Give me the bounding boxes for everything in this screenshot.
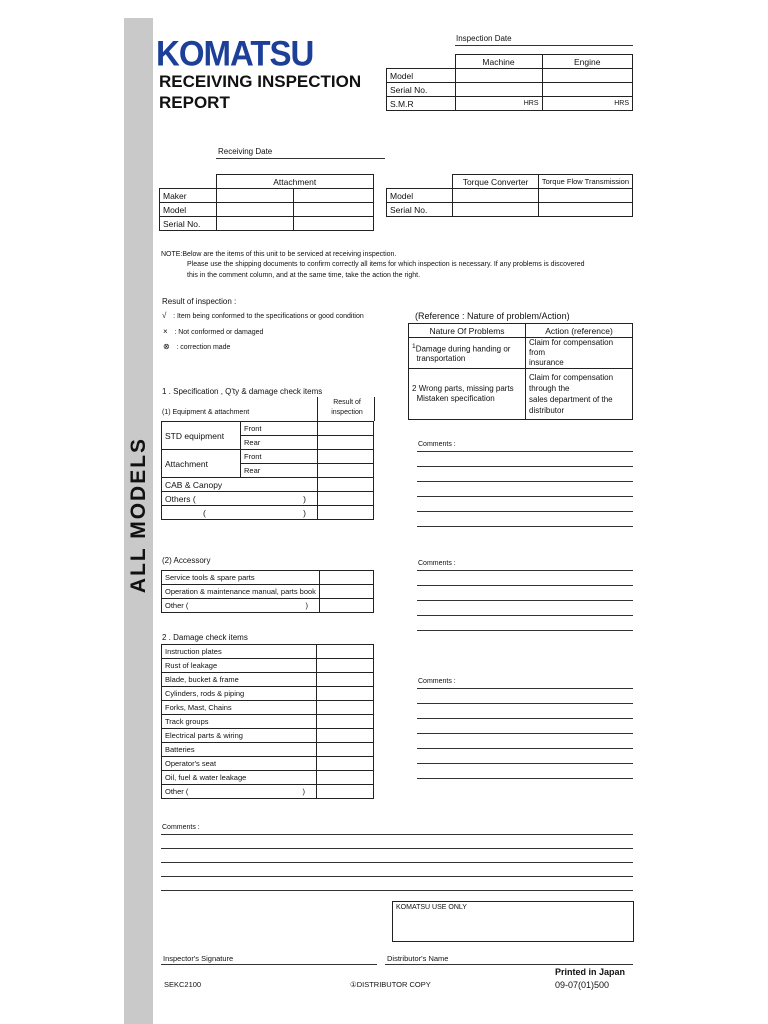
section1-title: 1 . Specification , Q'ty & damage check items [162,387,323,396]
comment-line[interactable] [417,451,633,452]
comment-line[interactable] [417,748,633,749]
tq-model-cell-2[interactable] [538,189,632,203]
comment-line[interactable] [161,890,633,891]
damage-table [161,644,374,799]
title-line-2: REPORT [159,93,230,112]
engine-hrs-cell[interactable]: HRS [542,97,633,111]
damage-result[interactable] [317,729,374,743]
machine-table [386,54,633,111]
damage-result[interactable] [317,701,374,715]
damage-item: Electrical parts & wiring [162,729,317,743]
comment-line[interactable] [417,733,633,734]
cross-icon: × [163,327,168,336]
std-front-result[interactable] [318,422,374,436]
comments-label-2: Comments : [418,560,456,567]
torque-converter-header: Torque Converter [453,175,539,189]
copy-label: ①DISTRIBUTOR COPY [350,980,431,989]
damage-result[interactable] [317,771,374,785]
torque-table [386,174,633,217]
receiving-date-line[interactable] [216,158,385,159]
comment-line[interactable] [417,496,633,497]
section2-title: (2) Accessory [162,556,211,565]
comment-line[interactable] [417,703,633,704]
comments-label-3: Comments : [418,678,456,685]
printed-in-japan: Printed in Japan [555,967,626,977]
form-code: SEKC2100 [164,980,202,989]
comment-line[interactable] [417,585,633,586]
std-rear-result[interactable] [318,436,374,450]
machine-serial-cell[interactable] [455,83,542,97]
damage-item: Oil, fuel & water leakage [162,771,317,785]
action-header: Action (reference) [526,324,633,338]
result-legend-3 [163,342,230,351]
att-front-label: Front [241,450,318,464]
equipment-table [161,421,374,520]
maker-row-label: Maker [160,189,217,203]
check-icon: √ [162,311,167,320]
comment-line[interactable] [161,848,633,849]
others-row-1: Others ( ) [162,492,318,506]
damage-result[interactable] [317,743,374,757]
tq-model-row-label: Model [387,189,453,203]
damage-item: Track groups [162,715,317,729]
others-2-result[interactable] [318,506,374,520]
machine-hrs-cell[interactable]: HRS [455,97,542,111]
smr-row-label: S.M.R [387,97,456,111]
komatsu-use-box[interactable] [392,901,634,942]
circle-cross-icon: ⊗ [163,342,170,351]
comment-line[interactable] [417,526,633,527]
comment-line[interactable] [417,763,633,764]
damage-result[interactable] [317,673,374,687]
ref-row-1-problem: $^1$Damage during handing or transportation [409,338,526,369]
ref-row-1-action: Claim for compensation from insurance [526,338,633,369]
komatsu-logo: KOMATSU [156,33,314,73]
side-label: ALL MODELS [127,436,150,594]
comment-line[interactable] [417,688,633,689]
damage-result[interactable] [317,715,374,729]
att-serial-cell-2[interactable] [293,217,374,231]
comment-line[interactable] [161,862,633,863]
attachment-label: Attachment [162,450,241,478]
result-legend-2 [163,327,263,336]
result-header: Result of inspection [331,399,363,416]
att-model-cell-1[interactable] [216,203,293,217]
comment-line[interactable] [417,466,633,467]
inspector-signature-line[interactable] [161,964,377,965]
tq-serial-cell-2[interactable] [538,203,632,217]
accessory-item: Service tools & spare parts [162,571,320,585]
comment-line[interactable] [417,630,633,631]
ref-row-2-problem: 2 Wrong parts, missing parts Mistaken specification [409,369,526,420]
att-rear-result[interactable] [318,464,374,478]
comment-line[interactable] [417,718,633,719]
damage-item: Other ( ) [162,785,317,799]
note-line-1: NOTE:Below are the items of this unit to be serviced at receiving inspection. [161,251,397,258]
comments-label-4: Comments : [162,824,200,831]
result-legend-3-text: : correction made [176,344,231,351]
komatsu-use-label: KOMATSU USE ONLY [396,904,467,911]
tq-serial-cell-1[interactable] [453,203,539,217]
damage-item: Forks, Mast, Chains [162,701,317,715]
cab-canopy-label: CAB & Canopy [162,478,318,492]
ref-row-2-action: Claim for compensation through the sales department of the distributor [526,369,633,420]
receiving-date-label: Receiving Date [218,147,273,156]
note-line-2: Please use the shipping documents to confirm correctly all items for which inspection is necessary. If any problems is discovered [187,261,585,268]
torque-flow-header: Torque Flow Transmission [538,175,632,189]
damage-item: Rust of leakage [162,659,317,673]
damage-item: Cylinders, rods & piping [162,687,317,701]
damage-result[interactable] [317,785,374,799]
serial-row-label: Serial No. [387,83,456,97]
att-rear-label: Rear [241,464,318,478]
result-legend-1 [162,311,364,320]
comment-line[interactable] [417,511,633,512]
inspector-signature-label: Inspector's Signature [163,954,234,963]
others-1-result[interactable] [318,492,374,506]
nature-header: Nature Of Problems [409,324,526,338]
note-line-3: this in the comment column, and at the same time, take the action the right. [187,272,421,279]
attachment-header: Attachment [216,175,374,189]
cab-result[interactable] [318,478,374,492]
att-model-row-label: Model [160,203,217,217]
att-model-cell-2[interactable] [293,203,374,217]
comments-label-1: Comments : [418,441,456,448]
result-legend-1-text: : Item being conformed to the specifications or good condition [173,313,364,320]
machine-model-cell[interactable] [455,69,542,83]
others-row-2: ( ) [162,506,318,520]
reference-table [408,323,633,420]
accessory-result[interactable] [319,599,373,613]
tq-model-cell-1[interactable] [453,189,539,203]
std-equipment-label: STD equipment [162,422,241,450]
comment-line[interactable] [417,778,633,779]
tq-serial-row-label: Serial No. [387,203,453,217]
att-serial-cell-1[interactable] [216,217,293,231]
section3-title: 2 . Damage check items [162,633,248,642]
reference-title: (Reference : Nature of problem/Action) [415,311,570,321]
distributor-name-label: Distributor's Name [387,954,449,963]
machine-col-header: Machine [455,55,542,69]
damage-item: Batteries [162,743,317,757]
comment-line[interactable] [417,481,633,482]
comment-line[interactable] [417,570,633,571]
att-serial-row-label: Serial No. [160,217,217,231]
std-front-label: Front [241,422,318,436]
inspection-date-line[interactable] [455,45,633,46]
comment-line[interactable] [417,600,633,601]
engine-serial-cell[interactable] [542,83,633,97]
engine-model-cell[interactable] [542,69,633,83]
damage-item: Instruction plates [162,645,317,659]
damage-result[interactable] [317,687,374,701]
comment-line[interactable] [161,876,633,877]
result-legend-2-text: : Not conformed or damaged [174,329,264,336]
comment-line[interactable] [417,615,633,616]
damage-result[interactable] [317,757,374,771]
maker-cell-1[interactable] [216,189,293,203]
accessory-result[interactable] [319,571,373,585]
comment-line[interactable] [161,834,633,835]
maker-cell-2[interactable] [293,189,374,203]
print-code: 09-07(01)500 [555,980,610,990]
engine-col-header: Engine [542,55,633,69]
inspection-date-label: Inspection Date [456,34,512,43]
accessory-item: Operation & maintenance manual, parts book [162,585,320,599]
accessory-item: Other ( ) [162,599,320,613]
damage-result[interactable] [317,645,374,659]
damage-result[interactable] [317,659,374,673]
accessory-table [161,570,374,613]
damage-item: Blade, bucket & frame [162,673,317,687]
distributor-name-line[interactable] [385,964,633,965]
att-front-result[interactable] [318,450,374,464]
title-line-1: RECEIVING INSPECTION [159,72,362,91]
model-row-label: Model [387,69,456,83]
result-title: Result of inspection : [162,297,237,306]
std-rear-label: Rear [241,436,318,450]
damage-item: Operator's seat [162,757,317,771]
attachment-table [159,174,374,231]
accessory-result[interactable] [319,585,373,599]
section1-sub: (1) Equipment & attachment [162,409,250,416]
